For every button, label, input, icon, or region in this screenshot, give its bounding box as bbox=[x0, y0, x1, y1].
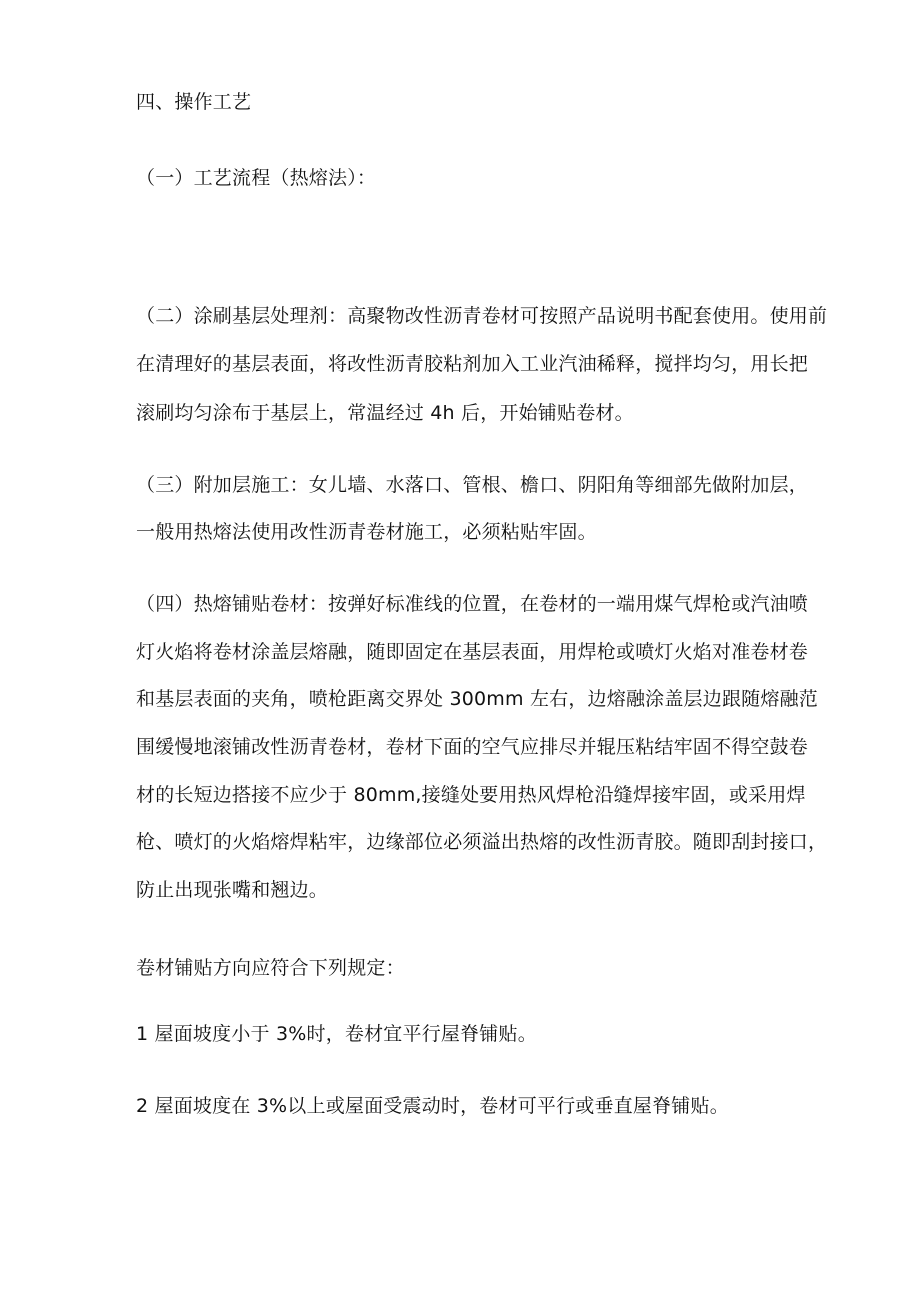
paragraph-line: （二）涂刷基层处理剂：高聚物改性沥青卷材可按照产品说明书配套使用。使用前 bbox=[136, 305, 828, 327]
paragraph-line: 灯火焰将卷材涂盖层熔融，随即固定在基层表面，用焊枪或喷灯火焰对准卷材卷 bbox=[136, 641, 809, 663]
rule-item: 2 屋面坡度在 3%以上或屋面受震动时，卷材可平行或垂直屋脊铺贴。 bbox=[136, 1095, 729, 1117]
paragraph-line: （三）附加层施工：女儿墙、水落口、管根、檐口、阴阳角等细部先做附加层， bbox=[136, 474, 809, 496]
subsection-heading: （一）工艺流程（热熔法）： bbox=[136, 167, 377, 189]
paragraph-line: 滚刷均匀涂布于基层上，常温经过 4h 后，开始铺贴卷材。 bbox=[136, 402, 634, 424]
paragraph-line: 材的长短边搭接不应少于 80mm,接缝处要用热风焊枪沿缝焊接牢固，或采用焊 bbox=[136, 784, 806, 806]
paragraph-line: （四）热熔铺贴卷材：按弹好标准线的位置，在卷材的一端用煤气焊枪或汽油喷 bbox=[136, 593, 809, 615]
paragraph-line: 一般用热熔法使用改性沥青卷材施工，必须粘贴牢固。 bbox=[136, 521, 597, 543]
paragraph-line: 在清理好的基层表面，将改性沥青胶粘剂加入工业汽油稀释，搅拌均匀，用长把 bbox=[136, 353, 809, 375]
rules-intro: 卷材铺贴方向应符合下列规定： bbox=[136, 957, 405, 979]
paragraph-line: 防止出现张嘴和翘边。 bbox=[136, 879, 329, 901]
rule-item: 1 屋面坡度小于 3%时，卷材宜平行屋脊铺贴。 bbox=[136, 1023, 537, 1045]
paragraph-line: 围缓慢地滚铺改性沥青卷材，卷材下面的空气应排尽并辊压粘结牢固不得空鼓卷 bbox=[136, 736, 809, 758]
paragraph-line: 枪、喷灯的火焰熔焊粘牢，边缘部位必须溢出热熔的改性沥青胶。随即刮封接口， bbox=[136, 831, 828, 853]
paragraph-line: 和基层表面的夹角，喷枪距离交界处 300mm 左右，边熔融涂盖层边跟随熔融范 bbox=[136, 688, 818, 710]
section-title: 四、操作工艺 bbox=[136, 91, 252, 113]
